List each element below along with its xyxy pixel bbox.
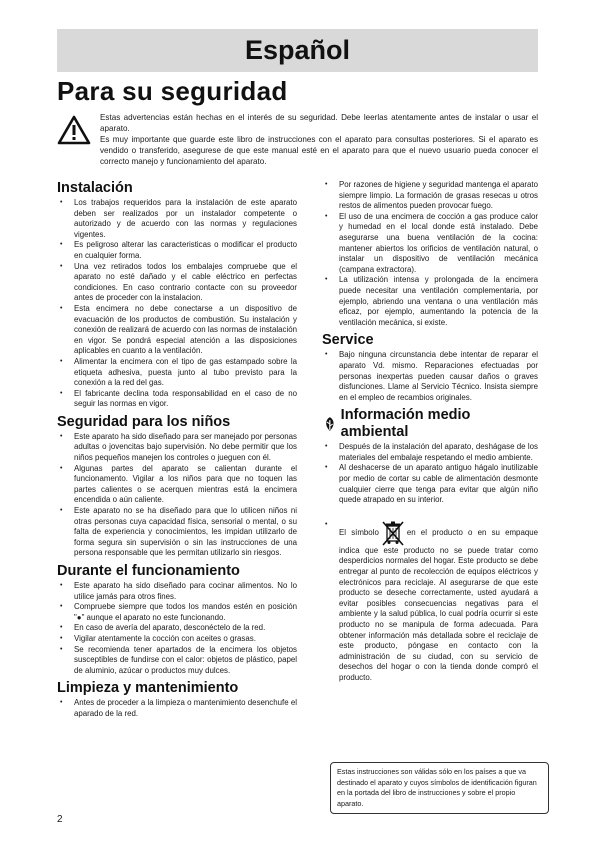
- weee-text-before: El símbolo: [339, 527, 379, 537]
- crossed-bin-icon: [381, 520, 405, 546]
- list-item: • Una vez retirados todos los embalajes compruebe que el aparato no esté dañado y el cable eléctrico en perfectas condiciones. En caso contrario contacte con su proveedor antes de proceder con la instalacion.: [57, 262, 297, 304]
- section-cleaning-continued: [322, 180, 538, 328]
- list-item-weee: [322, 520, 538, 684]
- list-item: • Vigilar atentamente la cocción con aceites o grasas.: [57, 634, 297, 645]
- section-heading: Información medio ambiental: [340, 407, 471, 441]
- list-item: • Bajo ninguna circunstancia debe intentar de reparar el aparato Vd. mismo. Reparaciones efectuadas por personas inexpertas pueden causar daños o graves disfunciones. Llame al Servicio Técnico. Insista siempre en el empleo de recambios originales.: [322, 350, 538, 403]
- section-service: [322, 332, 538, 403]
- validity-note: Estas instrucciones son válidas sólo en los países a que va destinado el aparato y cuyos símbolos de identificación figuran en la portada del libro de instrucciones y sobre el propio aparato.: [330, 762, 549, 814]
- list-item: • Después de la instalación del aparato, deshágase de los materiales del embalaje respetando el medio ambiente.: [322, 442, 538, 463]
- section-heading: Limpieza y mantenimiento: [57, 680, 239, 697]
- intro-paragraph: Es muy importante que guarde este libro de instrucciones con el aparato para consultas posteriores. Si el aparato es vendido o transferido, asegurese de que este manual esté en el aparato para que el nuevo usuario pueda conocer el correcto manejo y funcionamiento del aparato.: [100, 134, 538, 166]
- list-item: • El uso de una encimera de cocción a gas produce calor y humedad en el local donde está instalado. Debe asegurarse una buena ventilación de la cocina: mantener abiertos los orificios de ventilación natural, o instalar un dispositivo de ventilación mecánica (campana extractora).: [322, 212, 538, 276]
- section-heading: Seguridad para los niños: [57, 413, 231, 430]
- children-list: [57, 432, 297, 559]
- language-title: Español: [244, 35, 351, 65]
- warning-triangle-icon: [57, 115, 91, 145]
- list-item: • Alimentar la encimera con el tipo de gas estampado sobre la etiqueta adhesiva, puesta junto al tubo previsto para la conexión a la red del gas.: [57, 357, 297, 389]
- list-item: • El fabricante declina toda responsabilidad en el caso de no seguir las normas en vigor.: [57, 389, 297, 410]
- cleaning-list: [57, 698, 297, 719]
- section-installation: [57, 180, 297, 410]
- page-title: Para su seguridad: [57, 76, 288, 106]
- list-item: • Algunas partes del aparato se calientan durante el funcionamento. Vigilar a los niños para que no toquen las partes calientes o se acerquen mientras está la encimera encendida o aún caliente.: [57, 464, 297, 506]
- section-heading: Instalación: [57, 180, 133, 196]
- section-heading-environment: [322, 407, 538, 441]
- installation-list: [57, 198, 297, 410]
- list-item: • Al deshacerse de un aparato antiguo hágalo inutilizable por medio de cortar su cable de alimentación desmonte cualquier cierre que tenga para evitar que algún niño quede atrapado en su interior.: [322, 463, 538, 505]
- language-banner: [57, 29, 538, 72]
- section-heading: Durante el funcionamiento: [57, 563, 240, 579]
- list-item: • Este aparato no se ha diseñado para que lo utilicen niños ni otras personas cuya capacidad física, sensorial o mental, o su falta de experiencia y conocimientos, les impidan utilizarlo de forma segura sin supervisión o sin las instrucciones de una persona responsable que les permitan utilizarlo sin riesgos.: [57, 506, 297, 559]
- weee-text-after: en el producto o en su empaque indica que este producto no se puede tratar como desperdicios normales del hogar. Este producto se debe entregar al punto de recolección de equipos eléctricos y electrónicos para reciclaje. Al asegurarse de que este producto se deseche correctamente, usted ayudará a evitar posibles consecuencias negativas para el ambiente y la salud pública, lo cual podría ocurrir si este producto no se manipula de forma adecuada. Para obtener información más detallada sobre el reciclaje de este producto, póngase en contacto con la administración de su ciudad, con su servicio de desechos del hogar o con la tienda donde compró el producto.: [339, 527, 538, 682]
- service-list: [322, 350, 538, 403]
- list-item: • En caso de avería del aparato, desconéctelo de la red.: [57, 623, 297, 634]
- operation-list: [57, 581, 297, 676]
- section-environment: [322, 407, 538, 683]
- section-operation: [57, 563, 297, 676]
- list-item: • Se recomienda tener apartados de la encimera los objetos susceptibles de fundirse con el calor: objetos de plástico, papel de aluminio, azúcar o productos muy dulces.: [57, 645, 297, 677]
- list-item: • Por razones de higiene y seguridad mantenga el aparato siempre limpio. La formación de grasas resecas u otros restos de alimentos pueden provocar fuego.: [322, 180, 538, 212]
- intro-text: [100, 113, 538, 168]
- list-item: • Es peligroso alterar las caracteristicas o modificar el producto en cualquier forma.: [57, 240, 297, 261]
- intro-paragraph: Estas advertencias están hechas en el interés de su seguridad. Debe leerlas atentamente antes de instalar o usar el aparato.: [100, 113, 538, 133]
- list-item: • Esta encimera no debe conectarse a un dispositivo de evacuación de los productos de combustión. Su instalación y conexión de realizará de acuerdo con las normas de instalación en vigor. Se pondrá especial atención a las disposiciones aplicables en cuanto a la ventilación.: [57, 304, 297, 357]
- list-item: • Los trabajos requeridos para la instalación de este aparato deben ser realizados por un instalador competente o autorizado y de acuerdo con las normas y regulaciones vigentes.: [57, 198, 297, 240]
- list-item: • Compruebe siempre que todos los mandos estén en posición "●" aunque el aparato no este funcionando.: [57, 602, 297, 623]
- list-item: • Este aparato ha sido diseñado para cocinar alimentos. No lo utilice jamás para otros fines.: [57, 581, 297, 602]
- section-heading: Service: [322, 332, 374, 349]
- left-column: [57, 180, 297, 724]
- list-item: • La utilización intensa y prolongada de la encimera puede necesitar una ventilación complementaria, por ejemplo, abriendo una ventana o una ventilación más eficaz, por ejemplo, aumentando la potencia de la ventilación mecánica, si existe.: [322, 275, 538, 328]
- recycle-leaf-icon: [322, 416, 338, 432]
- right-column: [322, 180, 538, 688]
- environment-list: [322, 442, 538, 683]
- cleaning-continued-list: [322, 180, 538, 328]
- section-cleaning: [57, 680, 297, 719]
- list-item: • Este aparato ha sido diseñado para ser manejado por personas adultas o jovencitas bajo supervisión. No debe permitir que los niños pequeños manejen los controles o jueguen con él.: [57, 432, 297, 464]
- list-item: • Antes de proceder a la limpieza o mantenimiento desenchufe el aparado de la red.: [57, 698, 297, 719]
- section-children-safety: [57, 414, 297, 559]
- page-number: 2: [57, 814, 63, 825]
